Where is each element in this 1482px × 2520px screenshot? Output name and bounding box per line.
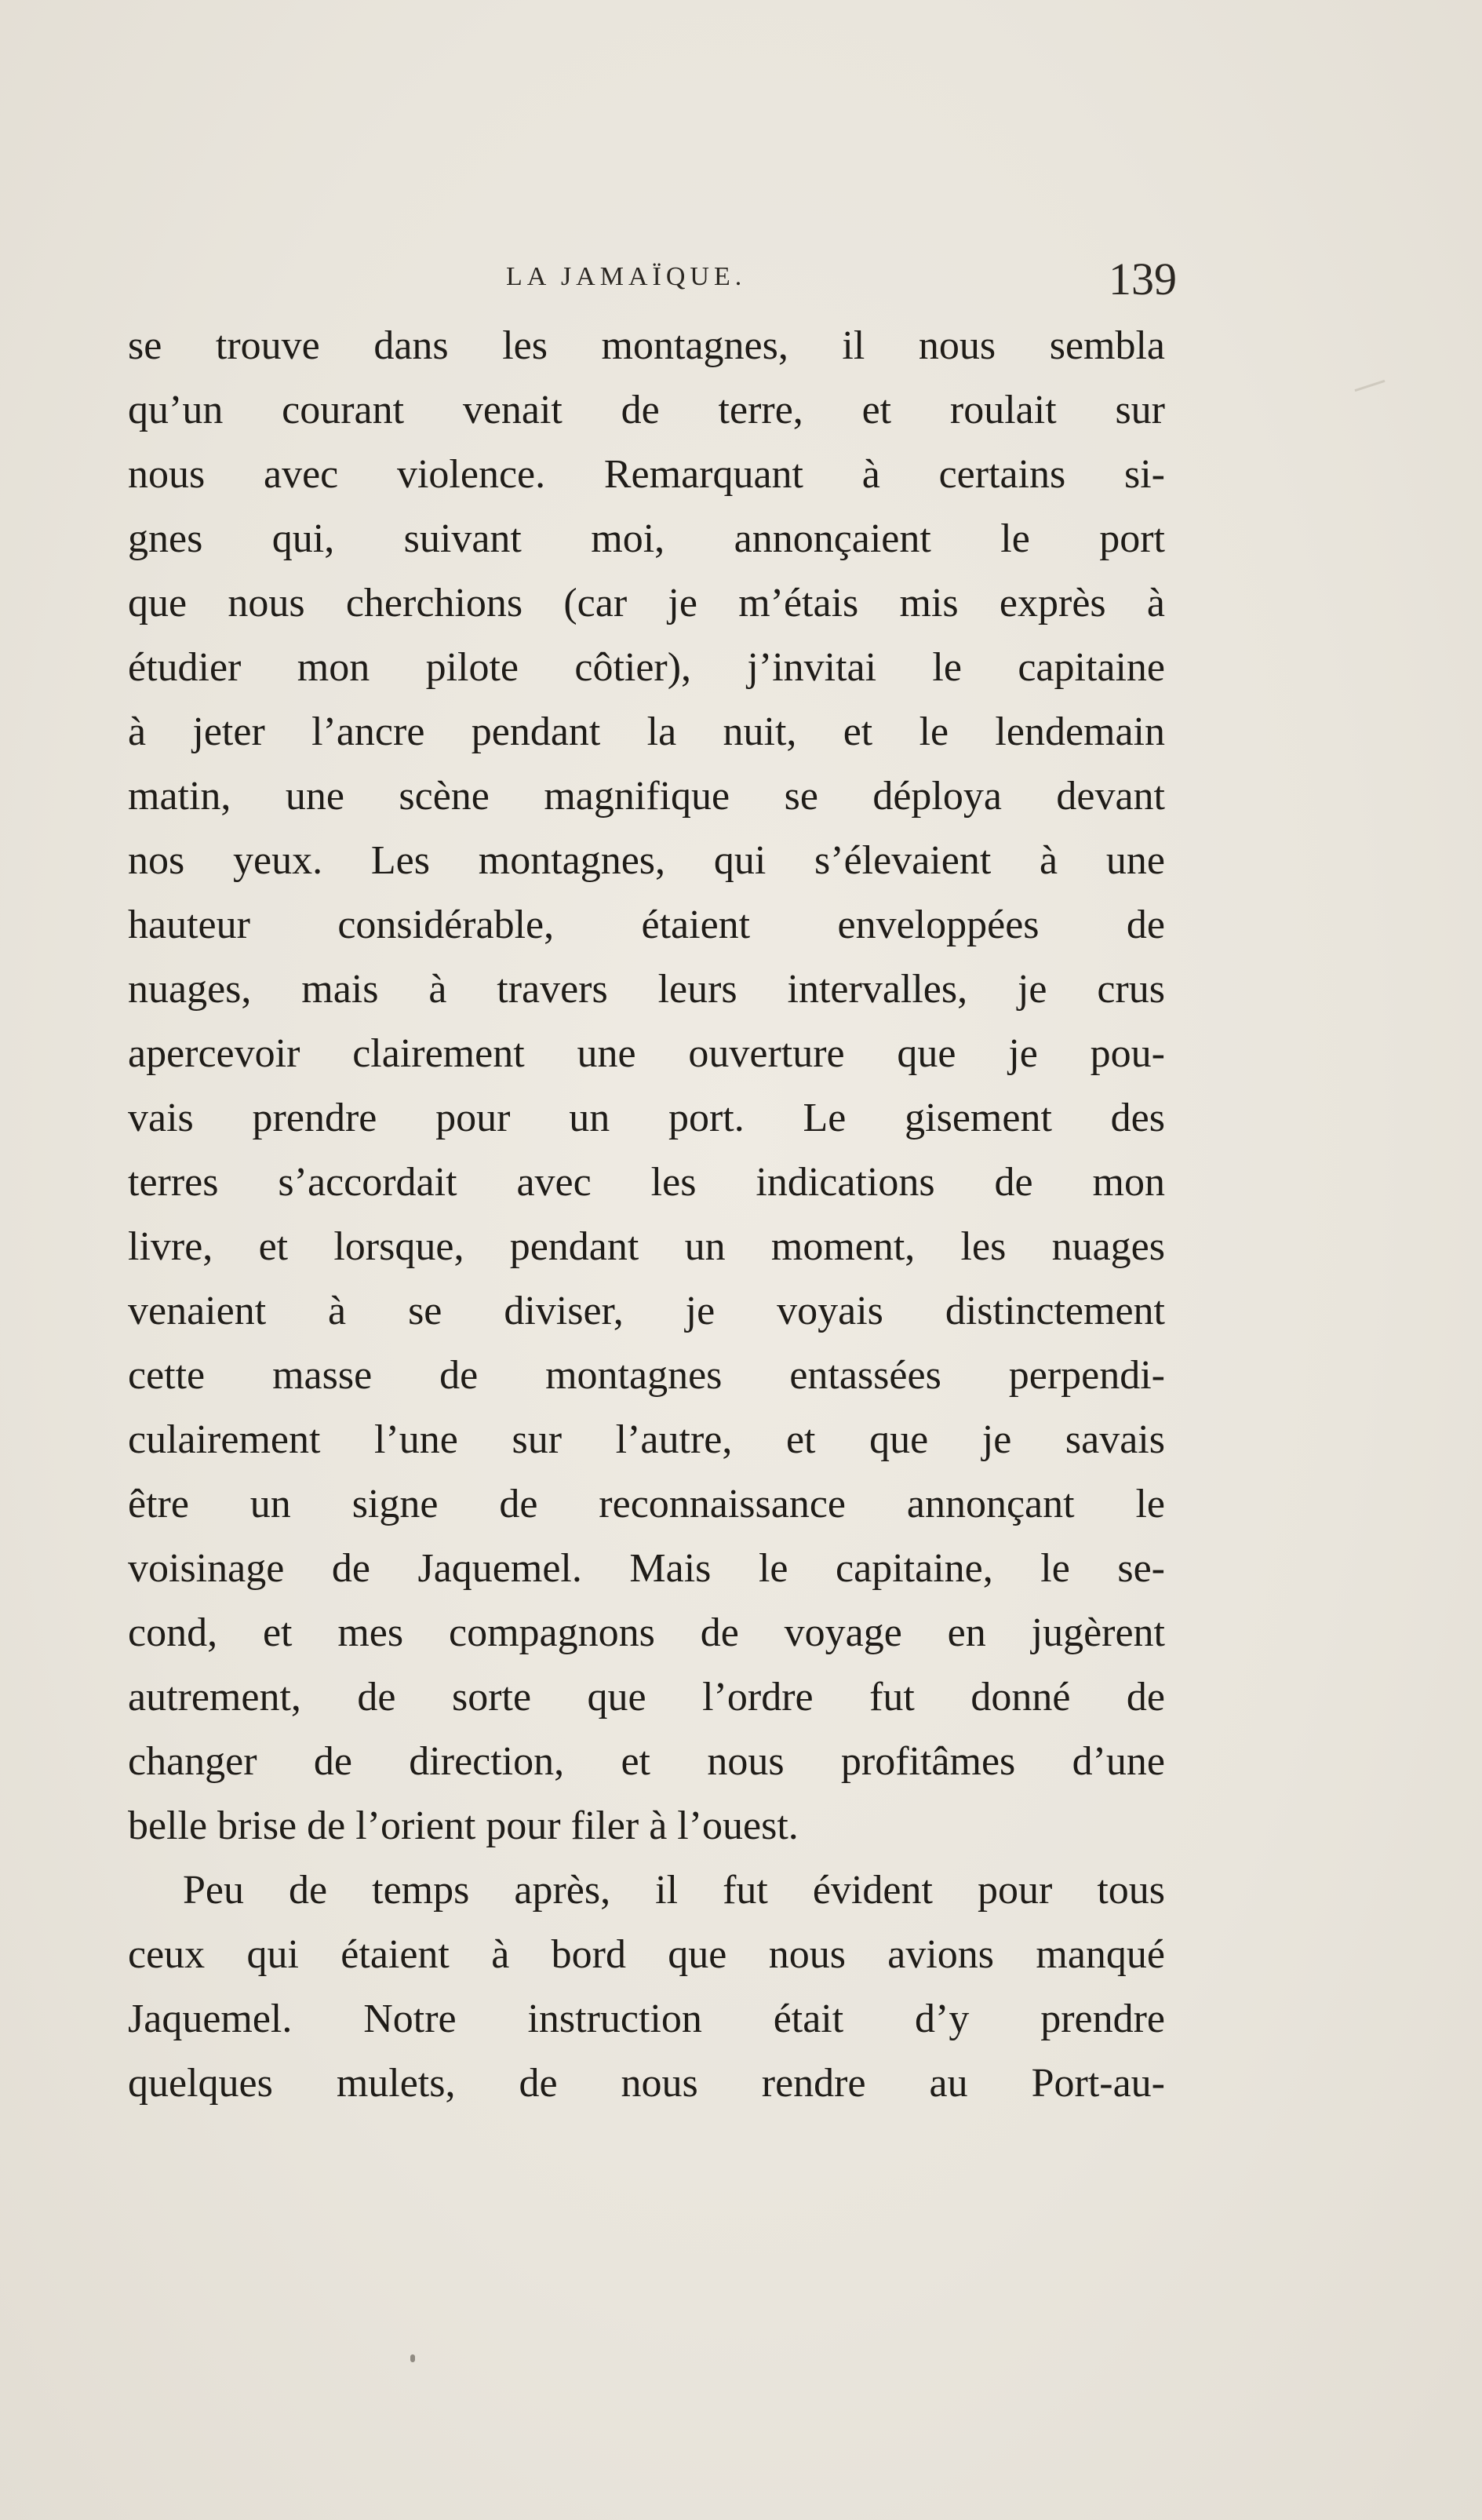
text-line: livre, et lorsque, pendant un moment, les nuages (128, 1224, 1165, 1269)
text-line: se trouve dans les montagnes, il nous sembla (128, 323, 1165, 368)
paragraph-end-line: belle brise de l’orient pour filer à l’ouest. (128, 1803, 799, 1848)
text-line: que nous cherchions (car je m’étais mis exprès à (128, 581, 1165, 625)
text-line: à jeter l’ancre pendant la nuit, et le lendemain (128, 709, 1165, 754)
text-line: venaient à se diviser, je voyais distinctement (128, 1289, 1165, 1333)
running-head (126, 253, 1177, 305)
text-line: qu’un courant venait de terre, et roulait sur (128, 388, 1165, 432)
text-line: quelques mulets, de nous rendre au Port-au- (128, 2061, 1165, 2106)
text-line: vais prendre pour un port. Le gisement des (128, 1096, 1165, 1140)
text-line: terres s’accordait avec les indications de mon (128, 1160, 1165, 1205)
text-line: être un signe de reconnaissance annonçant le (128, 1482, 1165, 1526)
text-line: nos yeux. Les montagnes, qui s’élevaient à une (128, 838, 1165, 883)
page-number: 139 (1109, 253, 1177, 305)
text-line: gnes qui, suivant moi, annonçaient le port (128, 516, 1165, 561)
text-line: matin, une scène magnifique se déploya devant (128, 774, 1165, 819)
text-line: voisinage de Jaquemel. Mais le capitaine, le se- (128, 1546, 1165, 1591)
text-line: changer de direction, et nous profitâmes d’une (128, 1739, 1165, 1784)
text-line: autrement, de sorte que l’ordre fut donné de (128, 1675, 1165, 1720)
body-text (128, 314, 1165, 2116)
text-line: apercevoir clairement une ouverture que je pou- (128, 1031, 1165, 1076)
text-line: Jaquemel. Notre instruction était d’y prendre (128, 1997, 1165, 2041)
text-line: culairement l’une sur l’autre, et que je savais (128, 1417, 1165, 1462)
text-line: étudier mon pilote côtier), j’invitai le capitaine (128, 645, 1165, 690)
paragraph-start-line: Peu de temps après, il fut évident pour tous (183, 1868, 1165, 1913)
text-line: nuages, mais à travers leurs intervalles, je crus (128, 967, 1165, 1012)
text-line: cette masse de montagnes entassées perpendi- (128, 1353, 1165, 1398)
text-line: nous avec violence. Remarquant à certains si- (128, 452, 1165, 497)
running-head-title: LA JAMAÏQUE. (506, 262, 747, 291)
text-line: cond, et mes compagnons de voyage en jugèrent (128, 1610, 1165, 1655)
paper-speck (410, 2354, 415, 2362)
text-line: hauteur considérable, étaient enveloppées de (128, 903, 1165, 947)
paper-mark (1355, 380, 1386, 392)
text-line: ceux qui étaient à bord que nous avions manqué (128, 1932, 1165, 1977)
